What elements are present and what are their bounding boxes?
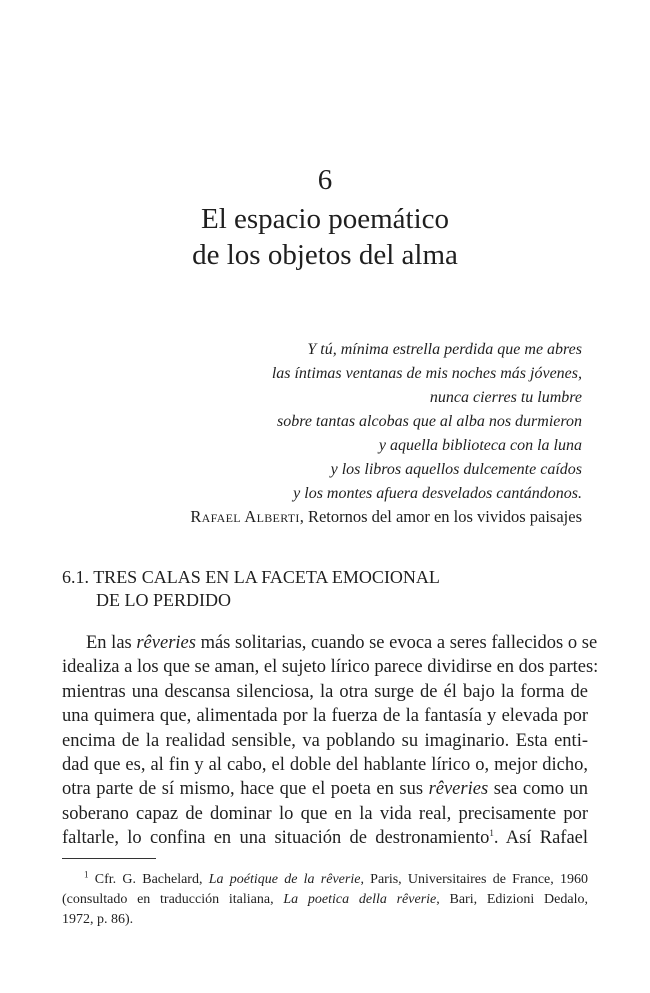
text-run: otra parte de sí mismo, hace que el poeta en sus [62, 779, 429, 800]
chapter-title-line-1: El espacio poemático [200, 203, 449, 235]
body-line: encima de la realidad sensible, va poblando su imaginario. Esta enti- [62, 730, 588, 751]
footnote-reference: 1 [489, 828, 494, 839]
epigraph-line: y los libros aquellos dulcemente caídos [330, 461, 582, 478]
footnote [62, 870, 588, 930]
footnote-line: 1972, p. 86). [62, 912, 134, 927]
text-run: . Así Rafael [493, 828, 589, 849]
epigraph-author: Rafael Alberti [190, 507, 300, 526]
section-title-line-1: TRES CALAS EN LA FACETA EMOCIONAL [93, 567, 440, 587]
body-line [62, 631, 598, 655]
footnote-line [62, 870, 588, 890]
section-title-line-2: DE LO PERDIDO [96, 590, 231, 610]
text-run: , Paris, Universitaires de France, 1960 [360, 872, 588, 887]
italic-term: rêveries [428, 779, 489, 800]
epigraph-line: las íntimas ventanas de mis noches más jóvenes, [271, 365, 582, 382]
text-run: (consultado en traducción italiana, [62, 892, 284, 907]
body-line: mientras una descansa silenciosa, la otra surge de él bajo la forma de [62, 681, 588, 702]
epigraph-line: Y tú, mínima estrella perdida que me abres [307, 341, 582, 358]
chapter-title-line-2: de los objetos del alma [192, 239, 458, 271]
epigraph [122, 338, 582, 506]
body-line [62, 777, 588, 801]
epigraph-line: y aquella biblioteca con la luna [378, 437, 582, 454]
epigraph-line: y los montes afuera desvelados cantándonos. [293, 485, 582, 502]
section-heading [62, 566, 582, 612]
epigraph-attribution [82, 505, 582, 529]
section-number: 6.1. [62, 567, 89, 587]
body-line: soberano capaz de dominar lo que en la vida real, precisamente por [62, 803, 588, 824]
footnote-marker: 1 [84, 869, 89, 880]
text-run: sea como un [488, 779, 588, 800]
italic-title: La poetica della rêverie [283, 892, 437, 907]
text-run: más solitarias, cuando se evoca a seres fallecidos o se [195, 633, 598, 653]
body-line: idealiza a los que se aman, el sujeto lírico parece dividirse en dos partes: [62, 657, 599, 678]
footnote-divider [62, 858, 156, 859]
italic-title: La poétique de la rêverie [208, 872, 361, 887]
text-run: Cfr. G. Bachelard, [88, 872, 209, 887]
chapter-number: 6 [317, 164, 333, 196]
body-paragraph [62, 631, 599, 851]
body-line [62, 826, 588, 850]
italic-term: rêveries [136, 633, 196, 653]
text-run: En las [86, 633, 137, 653]
body-line: una quimera que, alimentada por la fuerza de la fantasía y elevada por [62, 706, 588, 727]
footnote-line [62, 890, 588, 910]
body-line: dad que es, al fin y al cabo, el doble del hablante lírico o, mejor dicho, [62, 755, 588, 776]
text-run: faltarle, lo confina en una situación de destronamiento [62, 828, 490, 849]
epigraph-line: nunca cierres tu lumbre [429, 389, 582, 406]
epigraph-line: sobre tantas alcobas que al alba nos durmieron [276, 413, 582, 430]
text-run: , Bari, Edizioni Dedalo, [436, 892, 588, 907]
chapter-title [0, 201, 650, 273]
epigraph-source: , Retornos del amor en los vividos paisajes [299, 507, 582, 526]
